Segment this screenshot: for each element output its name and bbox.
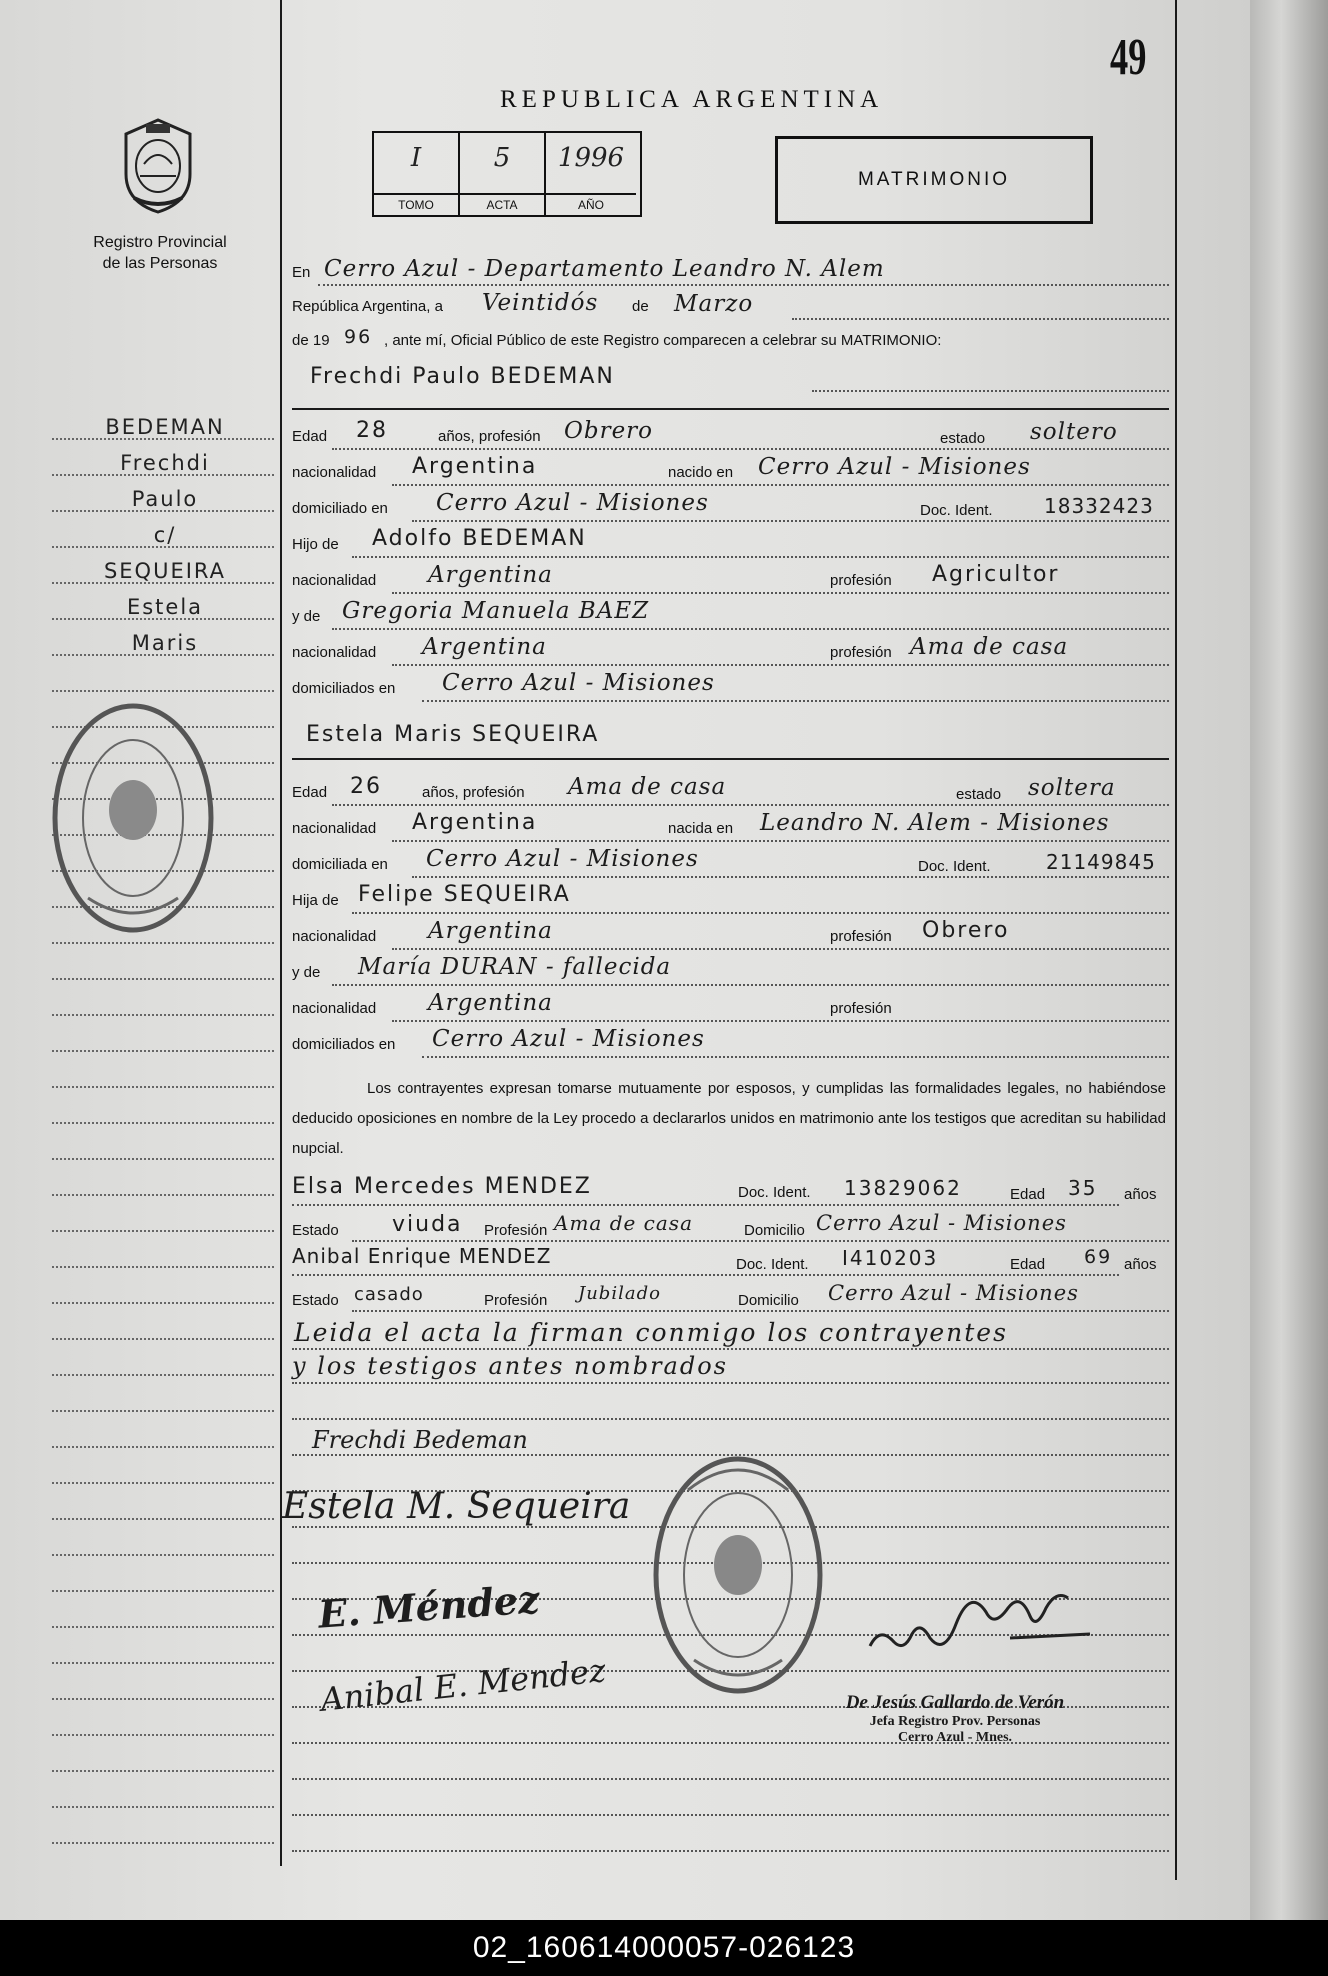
bride-nacida-label: nacida en [668,820,734,837]
witness2-profesion-label: Profesión [484,1292,548,1309]
bride-father: Felipe SEQUEIRA [358,882,571,907]
dotted-line [292,1418,1169,1420]
bride-parents-domicile-row [292,1026,1169,1060]
margin-line [52,690,274,692]
groom-domicile: Cerro Azul - Misiones [436,490,709,516]
margin-line [52,1410,274,1412]
dotted-line [332,448,1169,450]
witness1-estado-label: Estado [292,1222,339,1239]
margin-line [52,1554,274,1556]
margin-line [52,1266,274,1268]
margin-line [52,1230,274,1232]
bride-father-nationality-row [292,918,1169,952]
bride-mother-nationality: Argentina [428,990,553,1016]
republica-label: República Argentina, a [292,298,443,315]
groom-name-row [292,362,1169,396]
bride-age: 26 [350,774,382,799]
witness1-age: 35 [1068,1176,1098,1200]
acta-label: ACTA [460,193,544,215]
dotted-line [792,318,1169,320]
groom-parents-domicile-row [292,670,1169,704]
marriage-place: Cerro Azul - Departamento Leandro N. Alem [324,256,885,282]
official-signature-scribble-icon [860,1568,1100,1668]
margin-line [52,1086,274,1088]
bride-profesion-label: años, profesión [422,784,525,801]
witness1-domicilio-label: Domicilio [744,1222,805,1239]
bride-domicilio-label: domiciliada en [292,856,388,873]
ante-text: , ante mí, Oficial Público de este Registro comparecen a celebrar su MATRIMONIO: [384,332,942,349]
groom-domicile-row [292,490,1169,524]
margin-line [52,1050,274,1052]
witness2-details-row [292,1280,1169,1314]
groom-mother-prof-label: profesión [830,644,892,661]
bride-father-profession: Obrero [922,918,1010,943]
witness2-doc-label: Doc. Ident. [736,1256,809,1273]
groom-parents-domicile-label: domiciliados en [292,680,396,697]
mother-nacionalidad-label: nacionalidad [292,644,377,661]
margin-line [52,942,274,944]
groom-mother-nationality: Argentina [422,634,547,660]
dotted-line [332,984,1169,986]
bride-father-row [292,882,1169,916]
witness2-estado: casado [354,1284,424,1305]
groom-doc: 18332423 [1044,494,1154,518]
dotted-line [392,484,1169,486]
groom-mother-row [292,598,1169,632]
dotted-line [422,1056,1169,1058]
groom-age: 28 [356,418,388,443]
dotted-line [392,664,1169,666]
dotted-line [392,1020,1169,1022]
official-role: Jefa Registro Prov. Personas [869,1714,1041,1729]
dotted-line [318,284,1169,286]
margin-rule-right [1175,0,1177,1880]
section-divider [292,758,1169,760]
acta-cell [460,133,546,215]
groom-estado-label: estado [940,430,986,447]
witness1-anos-label: años [1124,1186,1157,1203]
page-edge [1250,0,1328,1920]
groom-mother: Gregoria Manuela BAEZ [342,598,650,624]
de19-label: de 19 [292,332,330,349]
dotted-line [292,1274,1119,1276]
bride-domicile-row [292,846,1169,880]
bride-mother-prof-label: profesión [830,1000,892,1017]
registration-box [372,131,642,217]
dotted-line [292,1348,1169,1350]
witness2-doc: I410203 [842,1246,939,1270]
bride-parents-domicile-label: domiciliados en [292,1036,396,1053]
groom-nacido-label: nacido en [668,464,734,481]
ano-value: 1996 [557,143,625,173]
dotted-line [292,1382,1169,1384]
dotted-line [392,840,1169,842]
bride-yde-label: y de [292,964,321,981]
bride-nationality: Argentina [412,810,538,835]
groom-age-row [292,418,1169,452]
groom-edad-label: Edad [292,428,328,445]
document-id-bar [0,1920,1328,1976]
en-label: En [292,264,311,281]
dotted-line [412,876,1169,878]
groom-father-row [292,526,1169,560]
margin-line [52,1770,274,1772]
witness2-profession: Jubilado [578,1283,661,1304]
witness2-row [292,1244,1169,1278]
dotted-line [352,1240,1169,1242]
acta-value: 5 [493,143,511,173]
margin-line [52,1590,274,1592]
groom-father-nationality-row [292,562,1169,596]
closing-line-2: y los testigos antes nombrados [292,1352,728,1380]
page-number: 49 [1110,29,1147,86]
dotted-line [422,700,1169,702]
margin-line [52,1338,274,1340]
witness1-doc: 13829062 [844,1176,962,1200]
dotted-line [412,520,1169,522]
dotted-line [352,1310,1169,1312]
bride-mother: María DURAN - fallecida [358,954,672,980]
groom-mother-nationality-row [292,634,1169,668]
bride-father-prof-label: profesión [830,928,892,945]
ano-label: AÑO [546,193,636,215]
year-suffix: 96 [344,326,373,348]
dotted-line [352,912,1169,914]
margin-note-first-name: Frechdi [120,451,210,475]
section-divider [292,408,1169,410]
dotted-line [392,592,1169,594]
dotted-line [332,628,1169,630]
margin-note-with: c/ [153,523,177,547]
intro-place-row [292,256,1169,290]
margin-line [52,1122,274,1124]
witness2-estado-label: Estado [292,1292,339,1309]
margin-line [52,1194,274,1196]
intro-year-row [292,324,1169,358]
witness2-anos-label: años [1124,1256,1157,1273]
registry-line-1: Registro Provincial [93,234,227,251]
groom-profesion-label: años, profesión [438,428,541,445]
margin-line [52,1518,274,1520]
witness1-estado: viuda [392,1212,463,1237]
father-nacionalidad-label: nacionalidad [292,572,377,589]
witness2-name: Anibal Enrique MENDEZ [292,1244,552,1268]
document-id: 02_160614000057-026123 [472,1931,856,1964]
groom-mother-profession: Ama de casa [910,634,1069,660]
bride-estado-label: estado [956,786,1002,803]
bride-doc-label: Doc. Ident. [918,858,991,875]
margin-line [52,1446,274,1448]
margin-note-bride-first-name: Estela [126,595,204,619]
groom-father-nationality: Argentina [428,562,553,588]
margin-line [52,1842,274,1844]
dotted-line [292,1778,1169,1780]
witness2-signature: Anibal E. Mendez [318,1651,608,1719]
official-block [800,1692,1110,1746]
registry-stamp-icon [48,698,218,938]
margin-line [52,1806,274,1808]
groom-nacionalidad-label: nacionalidad [292,464,377,481]
margin-rule-left [280,0,282,1866]
bride-mother-nationality-row [292,990,1169,1024]
declaration-text: Los contrayentes expresan tomarse mutuamente por esposos, y cumplidas las formalidades legales, no habiéndose deducido oposiciones en nombre de la Ley procedo a declararlos unidos en matrimonio ante los testigos que acreditan su habilidad nupcial. [292,1080,1166,1157]
dotted-line [392,948,1169,950]
groom-father: Adolfo BEDEMAN [372,526,587,551]
declaration-paragraph [292,1074,1166,1164]
witness1-profesion-label: Profesión [484,1222,548,1239]
groom-full-name: Frechdi Paulo BEDEMAN [310,364,615,389]
margin-line [52,1698,274,1700]
intro-date-row [292,290,1169,324]
groom-doc-label: Doc. Ident. [920,502,993,519]
witness1-profession: Ama de casa [554,1211,693,1235]
registry-label [60,232,260,274]
bride-nationality-row [292,810,1169,844]
margin-line [52,1734,274,1736]
dotted-line [292,1850,1169,1852]
tomo-cell [374,133,460,215]
margin-line [52,978,274,980]
bride-mother-nacionalidad-label: nacionalidad [292,1000,377,1017]
margin-line [52,1662,274,1664]
groom-nationality-row [292,454,1169,488]
dotted-line [292,1814,1169,1816]
bride-parents-domicile: Cerro Azul - Misiones [432,1026,705,1052]
witness1-row [292,1174,1169,1208]
witness1-details-row [292,1210,1169,1244]
witness1-name: Elsa Mercedes MENDEZ [292,1174,592,1199]
ano-cell [546,133,636,215]
margin-line [52,1302,274,1304]
bride-name-row [292,722,1169,756]
groom-nationality: Argentina [412,454,538,479]
groom-signature: Frechdi Bedeman [312,1426,528,1454]
margin-line [52,1626,274,1628]
margin-note-second-name: Paulo [131,487,199,511]
bride-doc: 21149845 [1046,850,1156,874]
provincial-crest-icon [118,116,198,216]
margin-note-bride-surname: SEQUEIRA [103,559,227,583]
groom-yde-label: y de [292,608,321,625]
groom-hijo-label: Hijo de [292,536,339,553]
groom-birthplace: Cerro Azul - Misiones [758,454,1031,480]
de-label: de [632,298,649,315]
bride-signature: Estela M. Sequeira [282,1486,631,1527]
record-type-box: MATRIMONIO [775,136,1093,224]
dotted-line [332,804,1169,806]
groom-parents-domicile: Cerro Azul - Misiones [442,670,715,696]
official-name: De Jesús Gallardo de Verón [845,1692,1065,1713]
bride-estado: soltera [1028,775,1116,801]
bride-full-name: Estela Maris SEQUEIRA [306,722,600,747]
witness2-edad-label: Edad [1010,1256,1046,1273]
marriage-day: Veintidós [482,290,599,316]
marriage-month: Marzo [674,291,754,317]
margin-line [52,1482,274,1484]
witness1-edad-label: Edad [1010,1186,1046,1203]
groom-estado: soltero [1030,419,1118,445]
bride-mother-row [292,954,1169,988]
bride-nacionalidad-label: nacionalidad [292,820,377,837]
witness2-domicilio-label: Domicilio [738,1292,799,1309]
bride-hija-label: Hija de [292,892,339,909]
witness2-age: 69 [1084,1246,1113,1268]
bride-edad-label: Edad [292,784,328,801]
civil-registry-seal-icon [648,1450,828,1700]
closing-row-2 [292,1352,1169,1386]
dotted-line [812,390,1169,392]
witness1-signature: E. Méndez [316,1576,541,1637]
witness1-domicile: Cerro Azul - Misiones [816,1211,1067,1235]
margin-line [52,1014,274,1016]
dotted-line [352,556,1169,558]
bride-profession: Ama de casa [568,774,727,800]
tomo-value: I [410,143,422,173]
bride-father-nacionalidad-label: nacionalidad [292,928,377,945]
bride-domicile: Cerro Azul - Misiones [426,846,699,872]
groom-profession: Obrero [564,418,654,444]
groom-father-profession: Agricultor [932,562,1060,587]
bride-age-row [292,774,1169,808]
registry-line-2: de las Personas [102,255,218,272]
groom-domicilio-label: domiciliado en [292,500,388,517]
witness1-doc-label: Doc. Ident. [738,1184,811,1201]
witness2-domicile: Cerro Azul - Misiones [828,1281,1079,1305]
margin-note-surname: BEDEMAN [105,415,225,439]
groom-father-prof-label: profesión [830,572,892,589]
bride-father-nationality: Argentina [428,918,553,944]
bride-birthplace: Leandro N. Alem - Misiones [760,810,1110,836]
dotted-line [292,1204,1119,1206]
tomo-label: TOMO [374,193,458,215]
document-title: REPUBLICA ARGENTINA [500,86,884,113]
closing-line-1: Leida el acta la firman conmigo los contrayentes [294,1318,1008,1347]
official-location: Cerro Azul - Mnes. [897,1730,1013,1745]
margin-line [52,1158,274,1160]
margin-line [52,1374,274,1376]
closing-row-1 [292,1318,1169,1352]
margin-note-bride-second-name: Maris [131,631,199,655]
